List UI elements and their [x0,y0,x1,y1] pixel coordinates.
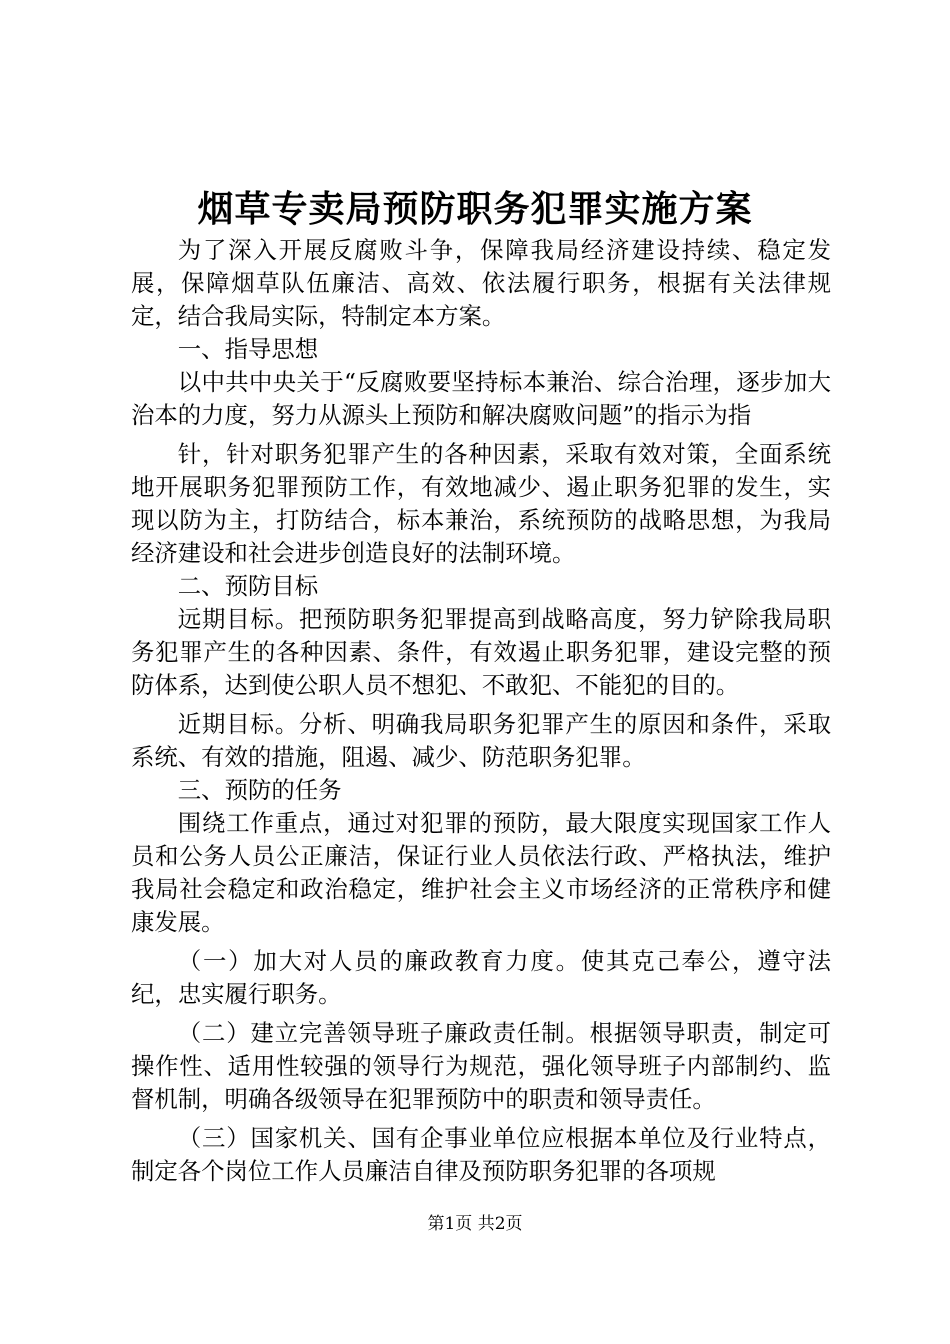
paragraph-guiding-ideology-cont: 针，针对职务犯罪产生的各种因素，采取有效对策，全面系统地开展职务犯罪预防工作，有效地减少、遏止职务犯罪的发生，实现以防为主，打防结合，标本兼治，系统预防的战略思想，为我局经济建设和社会进步创造良好的法制环境。 [131,440,831,567]
heading-guiding-ideology: 一、指导思想 [177,335,319,363]
paragraph-task-2: （二）建立完善领导班子廉政责任制。根据领导职责，制定可操作性、适用性较强的领导行为规范，强化领导班子内部制约、监督机制，明确各级领导在犯罪预防中的职责和领导责任。 [131,1019,831,1113]
paragraph-long-term-goal: 远期目标。把预防职务犯罪提高到战略高度，努力铲除我局职务犯罪产生的各种因素、条件，有效遏止职务犯罪，建设完整的预防体系，达到使公职人员不想犯、不敢犯、不能犯的目的。 [131,605,831,699]
paragraph-task-1: （一）加大对人员的廉政教育力度。使其克己奉公，遵守法纪，忠实履行职务。 [131,947,831,1008]
paragraph-task-3: （三）国家机关、国有企事业单位应根据本单位及行业特点，制定各个岗位工作人员廉洁自律及预防职务犯罪的各项规 [131,1124,831,1185]
paragraph-guiding-ideology: 以中共中央关于“反腐败要坚持标本兼治、综合治理，逐步加大治本的力度，努力从源头上预防和解决腐败问题”的指示为指 [131,368,831,429]
document-body [131,234,831,1188]
heading-prevention-tasks: 三、预防的任务 [177,776,342,804]
document-title: 烟草专卖局预防职务犯罪实施方案 [197,188,753,230]
paragraph-tasks: 围绕工作重点，通过对犯罪的预防，最大限度实现国家工作人员和公务人员公正廉洁，保证行业人员依法行政、严格执法，维护我局社会稳定和政治稳定，维护社会主义市场经济的正常秩序和健康发展。 [131,809,831,936]
paragraph-intro: 为了深入开展反腐败斗争，保障我局经济建设持续、稳定发展，保障烟草队伍廉洁、高效、依法履行职务，根据有关法律规定，结合我局实际，特制定本方案。 [131,236,831,330]
page-footer: 第1页 共2页 [427,1214,523,1234]
heading-prevention-goals: 二、预防目标 [177,572,319,600]
paragraph-short-term-goal: 近期目标。分析、明确我局职务犯罪产生的原因和条件，采取系统、有效的措施，阻遏、减少、防范职务犯罪。 [131,710,831,771]
